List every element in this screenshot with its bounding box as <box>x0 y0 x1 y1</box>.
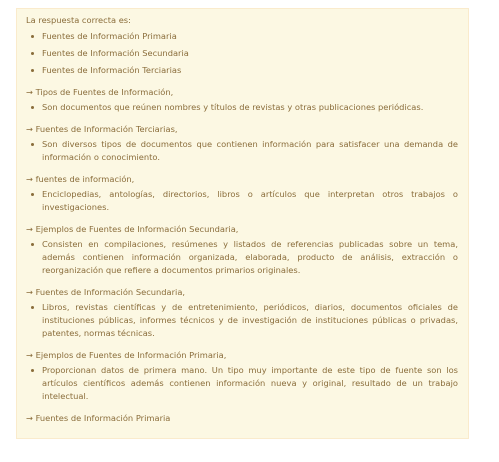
match-group <box>26 412 458 425</box>
correct-answer-item: Fuentes de Información Secundaria <box>26 47 458 60</box>
match-term: → Tipos de Fuentes de Información, <box>26 87 174 97</box>
match-term: → Ejemplos de Fuentes de Información Secundaria, <box>26 224 239 234</box>
match-term: → Fuentes de Información Terciarias, <box>26 124 178 134</box>
match-group <box>26 86 458 114</box>
match-group <box>26 286 458 340</box>
match-definition: Enciclopedias, antologías, directorios, libros o artículos que interpretan otros trabajos o investigaciones. <box>26 188 458 214</box>
match-definition: Son diversos tipos de documentos que contienen información para satisfacer una demanda de información o conocimiento. <box>26 138 458 164</box>
correct-answer-item: Fuentes de Información Primaria <box>26 30 458 43</box>
match-term-final: → Fuentes de Información Primaria <box>26 413 171 423</box>
match-group <box>26 173 458 214</box>
match-term: → fuentes de información, <box>26 174 135 184</box>
correct-answer-list <box>26 30 458 77</box>
match-group <box>26 349 458 403</box>
match-definition: Consisten en compilaciones, resúmenes y listados de referencias publicadas sobre un tema, además contienen información organizada, elaborada, producto de análisis, extracción o reorganización que refiere a documentos primarios originales. <box>26 238 458 277</box>
match-group <box>26 223 458 277</box>
match-definition: Proporcionan datos de primera mano. Un tipo muy importante de este tipo de fuente son los artículos científicos además contienen información nueva y original, resultado de un trabajo intelectual. <box>26 364 458 403</box>
match-group <box>26 123 458 164</box>
match-term: → Ejemplos de Fuentes de Información Primaria, <box>26 350 227 360</box>
match-definition: Son documentos que reúnen nombres y títulos de revistas y otras publicaciones periódicas. <box>26 101 458 114</box>
match-term: → Fuentes de Información Secundaria, <box>26 287 186 297</box>
feedback-intro: La respuesta correcta es: <box>26 15 131 25</box>
match-definition: Libros, revistas científicas y de entretenimiento, periódicos, diarios, documentos oficiales de instituciones públicas, informes técnicos y de investigación de instituciones públicas o privadas, patentes, normas técnicas. <box>26 301 458 340</box>
correct-answer-feedback <box>16 8 469 439</box>
correct-answer-item: Fuentes de Información Terciarias <box>26 64 458 77</box>
